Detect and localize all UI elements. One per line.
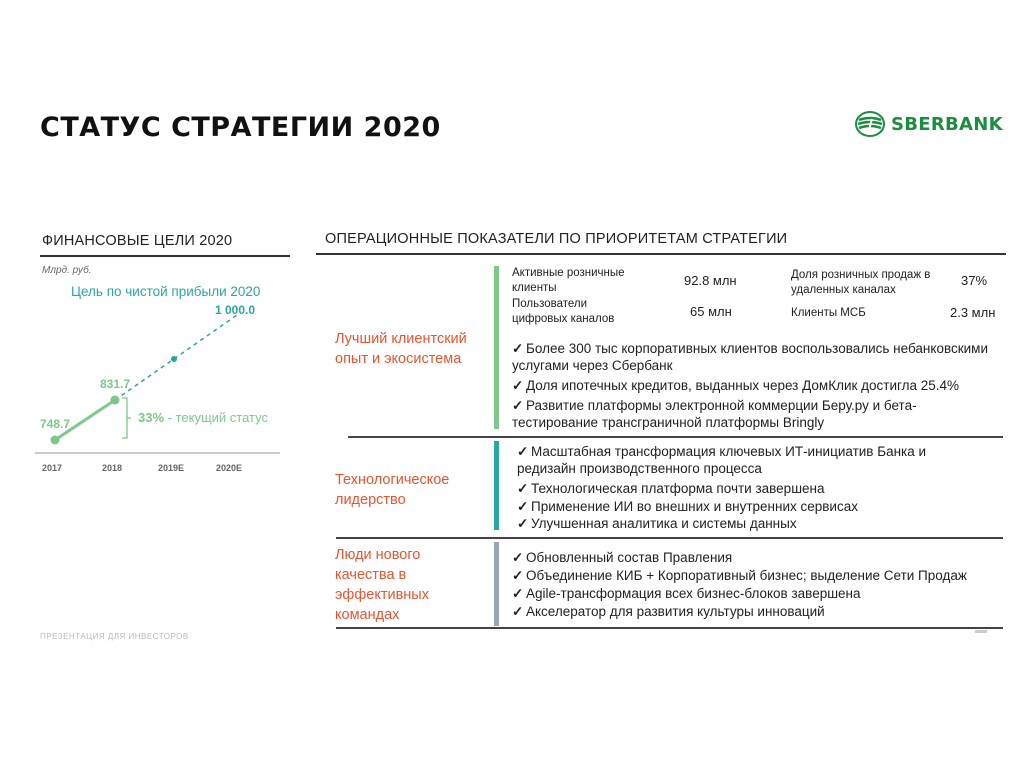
- bullet-item: ✓ Акселератор для развития культуры инноваций: [512, 604, 825, 619]
- bullet-item: ✓ Развитие платформы электронной коммерции Беру.ру и бета-тестирование трансграничной платформы Bringly: [512, 398, 917, 430]
- profit-chart: [30, 298, 290, 478]
- check-icon: ✓: [512, 341, 524, 356]
- category-tech-leadership: Технологическое лидерство: [335, 472, 450, 508]
- sberbank-logo-icon: [855, 111, 885, 137]
- check-icon: ✓: [517, 516, 529, 531]
- check-icon: ✓: [512, 550, 524, 565]
- x-tick-2017: 2017: [42, 463, 63, 473]
- bullet-item: ✓ Применение ИИ во внешних и внутренних сервисах: [517, 499, 858, 514]
- bullet-item: ✓ Доля ипотечных кредитов, выданных через ДомКлик достигла 25.4%: [512, 378, 960, 393]
- bullet-item: ✓ Более 300 тыс корпоративных клиентов воспользовались небанковскими услугами через Сбербанк: [512, 341, 988, 373]
- check-icon: ✓: [512, 604, 524, 619]
- metric-digital-users-label: Пользователи цифровых каналов: [512, 298, 615, 325]
- check-icon: ✓: [517, 499, 529, 514]
- check-icon: ✓: [512, 378, 524, 393]
- operational-heading: ОПЕРАЦИОННЫЕ ПОКАЗАТЕЛИ ПО ПРИОРИТЕТАМ СТРАТЕГИИ: [325, 231, 788, 247]
- bullet-item: ✓ Обновленный состав Правления: [512, 550, 733, 565]
- x-tick-2018: 2018: [102, 463, 123, 473]
- metric-remote-sales-label: Доля розничных продаж в удаленных каналах: [791, 269, 931, 296]
- check-icon: ✓: [512, 398, 524, 413]
- check-icon: ✓: [517, 444, 529, 459]
- bullet-item: ✓ Масштабная трансформация ключевых ИТ-инициатив Банка и редизайн производственного процесса: [517, 444, 927, 476]
- status-annotation: 33% - текущий статус: [138, 410, 268, 425]
- category-bar-people: [494, 542, 499, 626]
- data-label-2018: 831.7: [100, 377, 131, 391]
- metric-sme-value: 2.3 млн: [950, 305, 996, 320]
- check-icon: ✓: [512, 568, 524, 583]
- category-bar-customer-experience: [494, 266, 499, 429]
- metric-digital-users-value: 65 млн: [690, 304, 732, 319]
- metric-sme-label: Клиенты МСБ: [791, 307, 866, 319]
- category-bar-tech-leadership: [494, 441, 499, 530]
- financial-goals-heading: ФИНАНСОВЫЕ ЦЕЛИ 2020: [42, 233, 233, 249]
- sberbank-logo: [855, 111, 1003, 137]
- bullet-item: ✓ Agile-трансформация всех бизнес-блоков завершена: [512, 586, 861, 601]
- actual-point-2018: [111, 396, 120, 405]
- category-divider-1: [348, 436, 1003, 438]
- units-label: Млрд. руб.: [42, 265, 92, 276]
- x-tick-2020e: 2020E: [216, 463, 243, 473]
- page-mark: [975, 630, 987, 633]
- actual-point-2017: [51, 436, 60, 445]
- bullet-item: ✓ Улучшенная аналитика и системы данных: [517, 516, 797, 531]
- metric-remote-sales-value: 37%: [961, 273, 988, 288]
- check-icon: ✓: [517, 481, 529, 496]
- operational-divider: [316, 253, 1006, 255]
- category-divider-2: [336, 537, 1003, 539]
- data-label-2017: 748.7: [40, 417, 71, 431]
- category-people: Люди нового качества в эффективных командах: [335, 547, 429, 623]
- brand-name: SBERBANK: [891, 113, 1003, 135]
- goal-label: Цель по чистой прибыли 2020: [71, 284, 261, 299]
- faded-footer: ПРЕЗЕНТАЦИЯ ДЛЯ ИНВЕСТОРОВ: [40, 632, 189, 641]
- bullet-item: ✓ Объединение КИБ + Корпоративный бизнес; выделение Сети Продаж: [512, 568, 967, 583]
- x-tick-2019e: 2019E: [158, 463, 185, 473]
- financial-goals-divider: [40, 255, 290, 257]
- data-label-2020e: 1 000.0: [215, 303, 256, 317]
- target-point-2019e: [171, 356, 177, 362]
- category-divider-3: [336, 627, 1003, 629]
- metric-active-retail-value: 92.8 млн: [684, 273, 737, 288]
- category-customer-experience: Лучший клиентский опыт и экосистема: [335, 331, 467, 367]
- page-title: СТАТУС СТРАТЕГИИ 2020: [40, 112, 441, 143]
- check-icon: ✓: [512, 586, 524, 601]
- metric-active-retail-label: Активные розничные клиенты: [512, 267, 625, 294]
- status-bracket: [122, 398, 131, 438]
- bullet-item: ✓ Технологическая платформа почти завершена: [517, 481, 825, 496]
